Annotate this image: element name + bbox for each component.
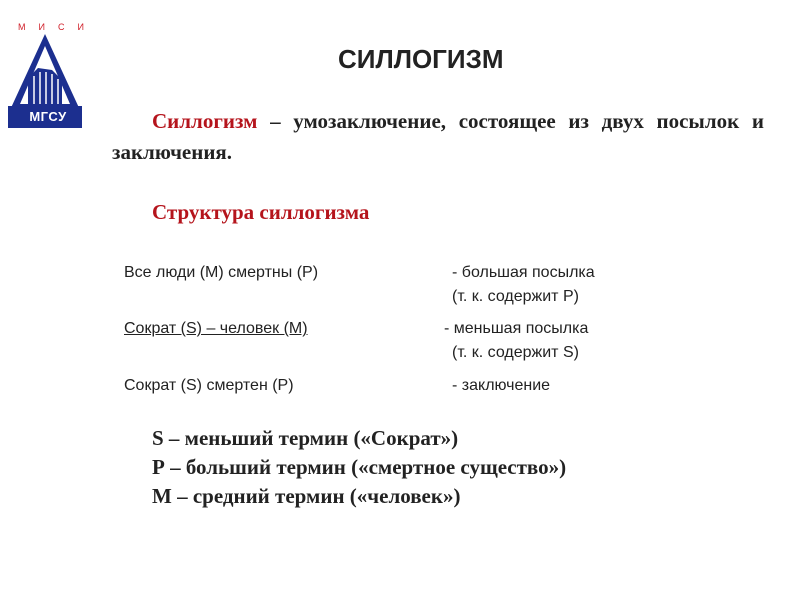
- term-minor: S – меньший термин («Сократ»): [152, 426, 459, 450]
- term-middle: М – средний термин («человек»): [152, 484, 461, 508]
- definition-paragraph: [112, 106, 764, 168]
- definition-term: Силлогизм: [152, 109, 258, 133]
- minor-premise-note: (т. к. содержит S): [452, 344, 579, 361]
- term-major: Р – больший термин («смертное существо»): [152, 455, 567, 479]
- logo-text: МГСУ: [29, 109, 67, 124]
- minor-premise-statement: Сократ (S) – человек (М): [124, 320, 308, 337]
- mgsu-logo: [8, 12, 84, 124]
- conclusion-role: - заключение: [452, 377, 551, 394]
- logo-letters: [18, 22, 84, 32]
- logo-letter: С: [58, 22, 65, 32]
- structure-heading: Структура силлогизма: [152, 200, 370, 224]
- logo-letter: М: [18, 22, 26, 32]
- logo-letter: И: [38, 22, 45, 32]
- major-premise-role: - большая посылка: [452, 264, 595, 281]
- minor-premise-role: - меньшая посылка: [444, 320, 589, 337]
- major-premise-note: (т. к. содержит Р): [452, 288, 579, 305]
- logo-letter: И: [77, 22, 84, 32]
- conclusion-statement: Сократ (S) смертен (Р): [124, 377, 294, 394]
- definition-text: – умозаключение, состоящее из двух посылок и заключения.: [112, 109, 764, 164]
- major-premise-statement: Все люди (М) смертны (Р): [124, 264, 319, 281]
- terms-list: [152, 424, 566, 511]
- page-title: СИЛЛОГИЗМ: [338, 44, 504, 74]
